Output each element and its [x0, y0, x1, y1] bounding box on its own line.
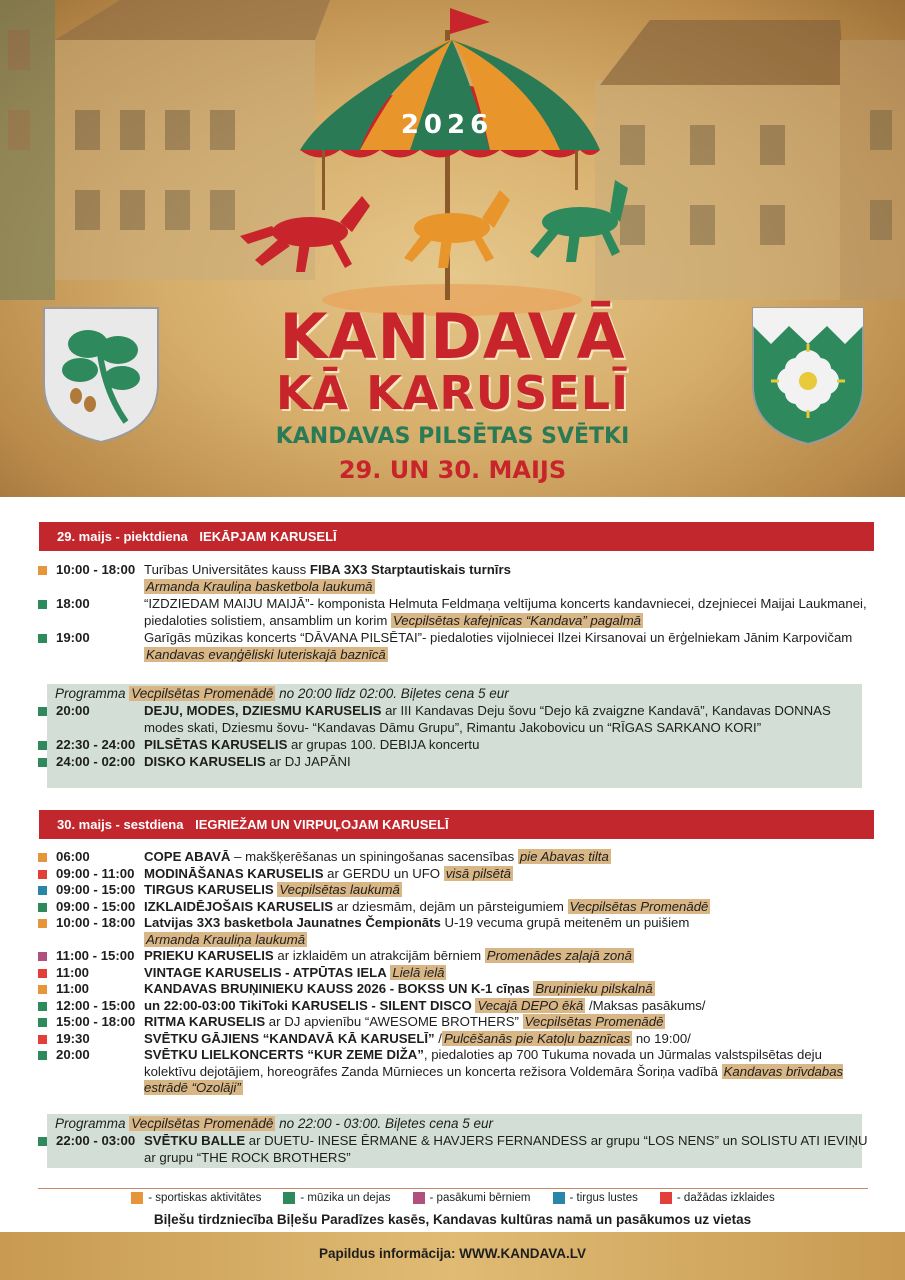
music-category-icon [38, 1051, 47, 1060]
event-location: Armanda Krauliņa basketbola laukumā [146, 578, 373, 594]
event-location: Lielā ielā [392, 964, 445, 980]
sport-category-icon [38, 985, 47, 994]
event-row [38, 754, 868, 771]
event-text: / [434, 1030, 442, 1046]
event-title: PRIEKU KARUSELIS [144, 948, 274, 963]
event-time: 15:00 - 18:00 [56, 1014, 136, 1029]
day2-theme: IEGRIEŽAM UN VIRPUĻOJAM KARUSELĪ [195, 817, 449, 832]
program-prefix: Programma [55, 686, 130, 701]
music-category-icon [38, 1137, 47, 1146]
event-text: ar DJ apvienību “AWESOME BROTHERS” [265, 1014, 523, 1029]
kids-swatch-icon [413, 1192, 425, 1204]
event-title: SVĒTKU GĀJIENS “KANDAVĀ KĀ KARUSELĪ” [144, 1030, 435, 1046]
event-location: Armanda Krauliņa laukumā [146, 931, 306, 947]
event-title: VINTAGE KARUSELIS - ATPŪTAS IELA [144, 964, 387, 980]
event-time: 09:00 - 15:00 [56, 898, 136, 914]
event-row [38, 866, 868, 883]
legend-item-misc [660, 1192, 775, 1204]
music-category-icon [38, 1018, 47, 1027]
event-title: SVĒTKU LIELKONCERTS “KUR ZEME DIŽA” [144, 1047, 424, 1062]
event-text: ar DUETU- INESE ĒRMANE & HAVJERS FERNANDESS ar grupu “LOS NENS” un SOLISTU ATI IEVIŅU ar grupu “THE ROCK BROTHERS” [144, 1133, 868, 1165]
event-note: /Maksas pasākums/ [585, 997, 706, 1013]
day1-date: 29. maijs - piektdiena [57, 529, 188, 544]
event-row [38, 1031, 868, 1048]
event-time: 12:00 - 15:00 [56, 997, 136, 1013]
event-row [38, 915, 868, 948]
program-line [47, 1114, 862, 1132]
legend-label: - sportiskas aktivitātes [148, 1192, 262, 1204]
day2-header [39, 810, 874, 839]
hero-banner [0, 0, 905, 497]
sport-swatch-icon [131, 1192, 143, 1204]
event-time: 22:30 - 24:00 [56, 737, 136, 752]
sport-category-icon [38, 919, 47, 928]
music-category-icon [38, 741, 47, 750]
event-row [38, 981, 868, 998]
event-time: 11:00 [56, 964, 90, 980]
event-title: PILSĒTAS KARUSELIS [144, 737, 288, 752]
event-row [38, 882, 868, 899]
event-time: 18:00 [56, 596, 90, 611]
program-info: no 22:00 - 03:00. Biļetes cena 5 eur [275, 1116, 494, 1131]
event-time: 11:00 [56, 981, 90, 996]
main-title-line2: KĀ KARUSELĪ [275, 366, 630, 420]
event-title: DEJU, MODES, DZIESMU KARUSELIS [144, 703, 382, 718]
program-info: no 20:00 līdz 02:00. Biļetes cena 5 eur [275, 686, 509, 701]
event-location: Vecpilsētas laukumā [279, 882, 400, 897]
misc-swatch-icon [660, 1192, 672, 1204]
event-text: – makšķerēšanas un spiningošanas sacensības [230, 849, 518, 864]
kids-category-icon [38, 952, 47, 961]
program-location: Vecpilsētas Promenādē [131, 686, 274, 701]
misc-category-icon [38, 1035, 47, 1044]
event-title: IZKLAIDĒJOŠAIS KARUSELIS [144, 898, 334, 914]
event-title: RITMA KARUSELIS [144, 1014, 266, 1029]
event-location: Promenādes zaļajā zonā [486, 948, 632, 963]
year-label: 2026 [400, 110, 494, 140]
day1-theme: IEKĀPJAM KARUSELĪ [199, 529, 337, 544]
event-text: “IZDZIEDAM MAIJU MAIJĀ”- komponista Helmuta Feldmaņa veltījuma koncerts kandavniecei, dzejniecei Maijai Laukmanei, piedaloties solistiem, ansamblim un korim [144, 596, 867, 628]
event-row [38, 1047, 868, 1097]
event-location: pie Abavas tilta [519, 849, 609, 864]
footer-info-link[interactable]: Papildus informācija: WWW.KANDAVA.LV [0, 1232, 905, 1280]
event-time: 22:00 - 03:00 [56, 1133, 136, 1148]
event-row [38, 1014, 868, 1031]
legend-item-kids [413, 1192, 531, 1204]
event-location: Pulcēšanās pie Katoļu baznīcas [443, 1030, 631, 1046]
event-location: Vecpilsētas Promenādē [524, 1014, 664, 1029]
event-time: 09:00 - 15:00 [56, 882, 136, 897]
event-title: FIBA 3X3 Starptautiskais turnīrs [309, 562, 511, 577]
program-prefix: Programma [55, 1116, 130, 1131]
event-subtitle: KANDAVAS PILSĒTAS SVĒTKI [275, 424, 630, 449]
sport-category-icon [38, 853, 47, 862]
event-time: 20:00 [56, 1047, 90, 1062]
event-row [38, 965, 868, 982]
day2-events [38, 849, 868, 1097]
event-title: SVĒTKU BALLE [144, 1133, 246, 1148]
event-row [38, 849, 868, 866]
day2-date: 30. maijs - sestdiena [57, 817, 184, 832]
music-category-icon [38, 758, 47, 767]
program-location: Vecpilsētas Promenādē [131, 1116, 274, 1131]
event-location: Kandavas evaņģēliski luteriskajā baznīcā [146, 646, 386, 662]
music-category-icon [38, 634, 47, 643]
legend-label: - dažādas izklaides [676, 1192, 775, 1204]
legend-label: - mūzika un dejas [300, 1192, 391, 1204]
misc-category-icon [38, 870, 47, 879]
event-title: Latvijas 3X3 basketbola Jaunatnes Čempionāts [144, 915, 441, 930]
event-location: Kandavas brīvdabas estrādē “Ozolāji” [144, 1063, 844, 1095]
market-category-icon [38, 886, 47, 895]
event-location: Vecpilsētas Promenādē [569, 898, 709, 914]
event-text: ar izklaidēm un atrakcijām bērniem [273, 948, 485, 963]
event-title: un 22:00-03:00 TikiToki KARUSELIS - SILENT DISCO [144, 997, 472, 1013]
event-dates: 29. UN 30. MAIJS [338, 456, 567, 484]
event-row [38, 596, 868, 629]
day2-program-events [38, 1133, 868, 1166]
event-text: , piedaloties ap 700 Tukuma novada un Jūrmalas valstspilsētas deju kolektīvu dejotājiem, horeogrāfes Zanda Mūrnieces un koncerta režisora Voldemāra Šoriņa vadībā [144, 1047, 822, 1079]
music-category-icon [38, 707, 47, 716]
event-text: ar DJ JAPĀNI [265, 753, 351, 769]
misc-category-icon [38, 969, 47, 978]
event-time: 10:00 - 18:00 [56, 915, 136, 930]
main-title-line1: KANDAVĀ [279, 300, 626, 373]
legend-item-music [283, 1192, 390, 1204]
event-row [38, 703, 868, 736]
event-time: 11:00 - 15:00 [56, 948, 135, 963]
event-row [38, 948, 868, 965]
event-time: 10:00 - 18:00 [56, 562, 136, 577]
ticket-info: Biļešu tirdzniecība Biļešu Paradīzes kasēs, Kandavas kultūras namā un pasākumos uz vietas [153, 1212, 752, 1227]
event-time: 19:30 [56, 1030, 90, 1046]
legend-label: - pasākumi bērniem [429, 1192, 531, 1204]
event-location: Bruņinieku pilskalnā [535, 981, 653, 996]
event-time: 09:00 - 11:00 [56, 865, 135, 881]
event-row [38, 899, 868, 916]
music-category-icon [38, 1002, 47, 1011]
event-text: Turības Universitātes kauss [144, 562, 310, 577]
day1-header [39, 522, 874, 551]
event-text: U-19 vecuma grupā meitenēm un puišiem [440, 915, 690, 930]
legend-item-sport [131, 1192, 261, 1204]
event-note: no 19:00/ [632, 1030, 691, 1046]
category-legend [38, 1188, 868, 1204]
music-category-icon [38, 600, 47, 609]
music-category-icon [38, 903, 47, 912]
event-location: Vecpilsētas kafejnīcas “Kandava” pagalmā [393, 612, 642, 628]
event-title: KANDAVAS BRUŅINIEKU KAUSS 2026 - BOKSS UN K-1 cīņas [144, 981, 530, 996]
event-time: 06:00 [56, 849, 90, 864]
event-title: DISKO KARUSELIS [144, 753, 266, 769]
event-title: MODINĀŠANAS KARUSELIS [144, 865, 324, 881]
event-row [38, 998, 868, 1015]
event-row [38, 737, 868, 754]
event-location: visā pilsētā [445, 865, 511, 881]
event-row [38, 630, 868, 663]
event-text: ar GERDU un UFO [323, 865, 444, 881]
legend-item-market [553, 1192, 638, 1204]
event-time: 19:00 [56, 630, 90, 645]
market-swatch-icon [553, 1192, 565, 1204]
event-text: Garīgās mūzikas koncerts “DĀVANA PILSĒTAI”- piedaloties vijolniecei Ilzei Kirsanovai un ērģelniekam Jānim Karpovičam [144, 630, 853, 645]
program-line [47, 684, 862, 702]
event-row [38, 1133, 868, 1166]
day1-program-events [38, 703, 868, 770]
legend-label: - tirgus lustes [569, 1192, 638, 1204]
sport-category-icon [38, 566, 47, 575]
event-title: COPE ABAVĀ [144, 849, 231, 864]
event-time: 20:00 [56, 703, 90, 718]
event-location: Vecajā DEPO ēkā [477, 997, 584, 1013]
event-text: ar grupas 100. DEBIJA koncertu [287, 737, 480, 752]
event-text: ar III Kandavas Deju šovu “Dejo kā zvaigzne Kandavā”, Kandavas DONNAS modes skati, Dziesmu šovu- “Kandavas Dāmu Grupu”, Rimantu Jakobovicu un “RĪGAS SARKANO KORI” [144, 703, 831, 735]
day1-events [38, 562, 868, 663]
event-row [38, 562, 868, 595]
event-time: 24:00 - 02:00 [56, 753, 136, 769]
event-text: ar dziesmām, dejām un pārsteigumiem [333, 898, 568, 914]
music-swatch-icon [283, 1192, 295, 1204]
event-title: TIRGUS KARUSELIS [144, 882, 274, 897]
